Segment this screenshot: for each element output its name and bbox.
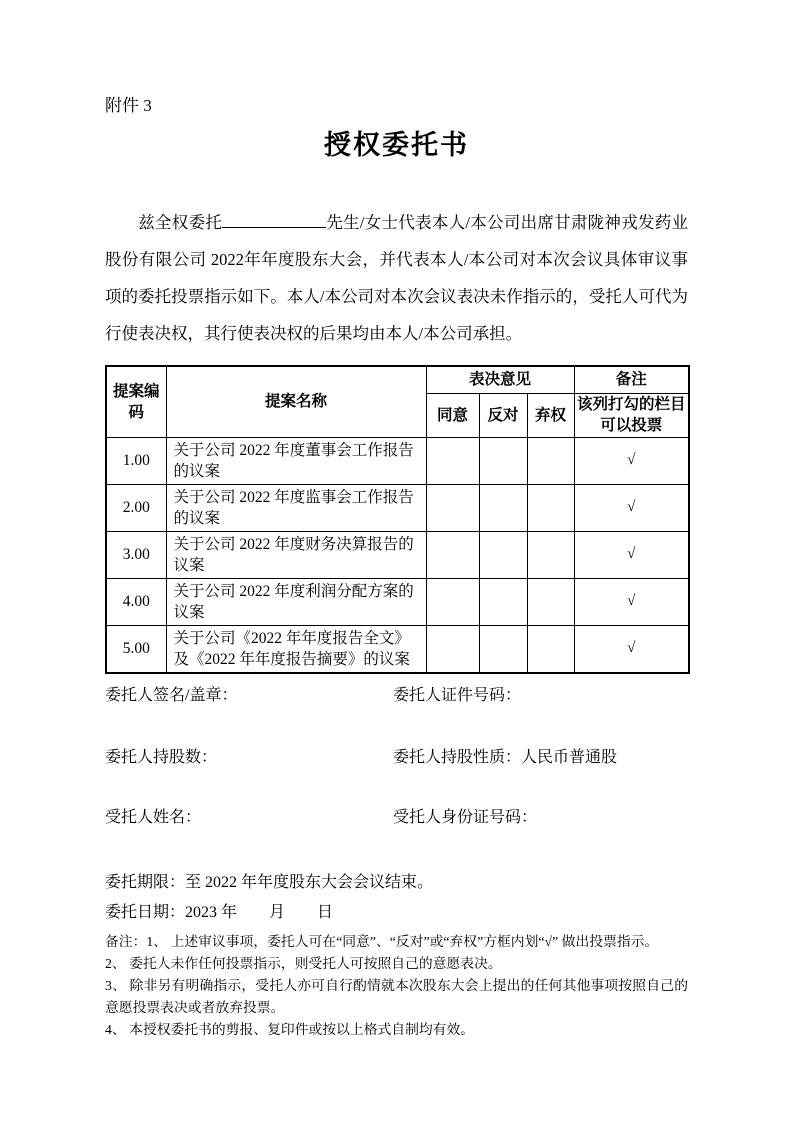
table-row [106, 437, 689, 484]
proposal-name-cell: 关于公司 2022 年度利润分配方案的议案 [166, 578, 426, 625]
intro-paragraph [105, 204, 688, 352]
vote-abstain-cell [527, 437, 574, 484]
vote-oppose-cell [479, 578, 527, 625]
field-trustee-id: 受托人身份证号码： [393, 808, 538, 826]
checkmark: √ [574, 437, 689, 484]
note-item: 备注：1、 上述审议事项，委托人可在“同意”、“反对”或“弃权”方框内划“√” 做出投票指示。 [105, 933, 659, 949]
signature-fields [105, 686, 688, 923]
intro-prefix: 兹全权委托 [138, 213, 223, 232]
vote-agree-cell [426, 625, 479, 673]
header-oppose: 反对 [479, 393, 527, 437]
vote-oppose-cell [479, 484, 527, 531]
checkmark: √ [574, 531, 689, 578]
proposal-code-cell: 2.00 [106, 484, 166, 531]
header-vote-opinion: 表决意见 [426, 366, 574, 393]
field-row [105, 686, 688, 706]
header-abstain: 弃权 [527, 393, 574, 437]
header-remark-note: 该列打勾的栏目可以投票 [574, 393, 689, 437]
vote-agree-cell [426, 484, 479, 531]
vote-oppose-cell [479, 437, 527, 484]
field-principal-signature: 委托人签名/盖章： [105, 686, 238, 704]
proposal-code-cell: 3.00 [106, 531, 166, 578]
vote-oppose-cell [479, 531, 527, 578]
note-item: 4、 本授权委托书的剪报、复印件或按以上格式自制均有效。 [105, 1021, 475, 1037]
header-proposal-code: 提案编码 [106, 366, 166, 437]
attachment-label: 附件 3 [105, 96, 152, 115]
vote-abstain-cell [527, 484, 574, 531]
intro-body: 先生/女士代表本人/本公司出席甘肃陇神戎发药业股份有限公司 2022年年度股东大会，并代表本人/本公司对本次会议具体审议事项的委托投票指示如下。本人/本公司对本次会议表决未作指示的，受托人可代为行使表决权，其行使表决权的后果均由本人/本公司承担。 [105, 213, 689, 343]
table-row [106, 625, 689, 673]
field-principal-shares: 委托人持股数： [105, 748, 218, 766]
proposal-name-cell: 关于公司 2022 年度监事会工作报告的议案 [166, 484, 426, 531]
vote-abstain-cell [527, 625, 574, 673]
proposal-name-cell: 关于公司 2022 年度财务决算报告的议案 [166, 531, 426, 578]
header-remark: 备注 [574, 366, 689, 393]
checkmark: √ [574, 484, 689, 531]
field-principal-id: 委托人证件号码： [393, 686, 522, 704]
page-title: 授权委托书 [324, 130, 469, 160]
vote-agree-cell [426, 437, 479, 484]
field-row [105, 748, 688, 768]
vote-oppose-cell [479, 625, 527, 673]
field-row [105, 808, 688, 828]
field-trustee-name: 受托人姓名： [105, 808, 202, 826]
proposal-name-cell: 关于公司《2022 年年度报告全文》及《2022 年年度报告摘要》的议案 [166, 625, 426, 673]
field-proxy-term: 委托期限：至 2022 年年度股东大会会议结束。 [105, 873, 434, 891]
table-row [106, 484, 689, 531]
header-agree: 同意 [426, 393, 479, 437]
proxy-name-blank [222, 212, 326, 229]
voting-table [105, 365, 690, 674]
field-share-type: 委托人持股性质：人民币普通股 [393, 748, 618, 766]
checkmark: √ [574, 578, 689, 625]
checkmark: √ [574, 625, 689, 673]
header-proposal-name: 提案名称 [166, 366, 426, 437]
proposal-code-cell: 5.00 [106, 625, 166, 673]
vote-abstain-cell [527, 531, 574, 578]
proposal-code-cell: 4.00 [106, 578, 166, 625]
proposal-code-cell: 1.00 [106, 437, 166, 484]
table-row [106, 531, 689, 578]
vote-abstain-cell [527, 578, 574, 625]
proposal-name-cell: 关于公司 2022 年度董事会工作报告的议案 [166, 437, 426, 484]
vote-agree-cell [426, 531, 479, 578]
note-item: 2、 委托人未作任何投票指示，则受托人可按照自己的意愿表决。 [105, 955, 502, 971]
table-row [106, 578, 689, 625]
vote-agree-cell [426, 578, 479, 625]
note-item: 3、 除非另有明确指示，受托人亦可自行酌情就本次股东大会上提出的任何其他事项按照自己的意愿投票表决或者放弃投票。 [105, 977, 688, 1015]
field-proxy-date: 委托日期：2023 年 月 日 [105, 903, 334, 921]
notes-section [105, 931, 688, 1041]
